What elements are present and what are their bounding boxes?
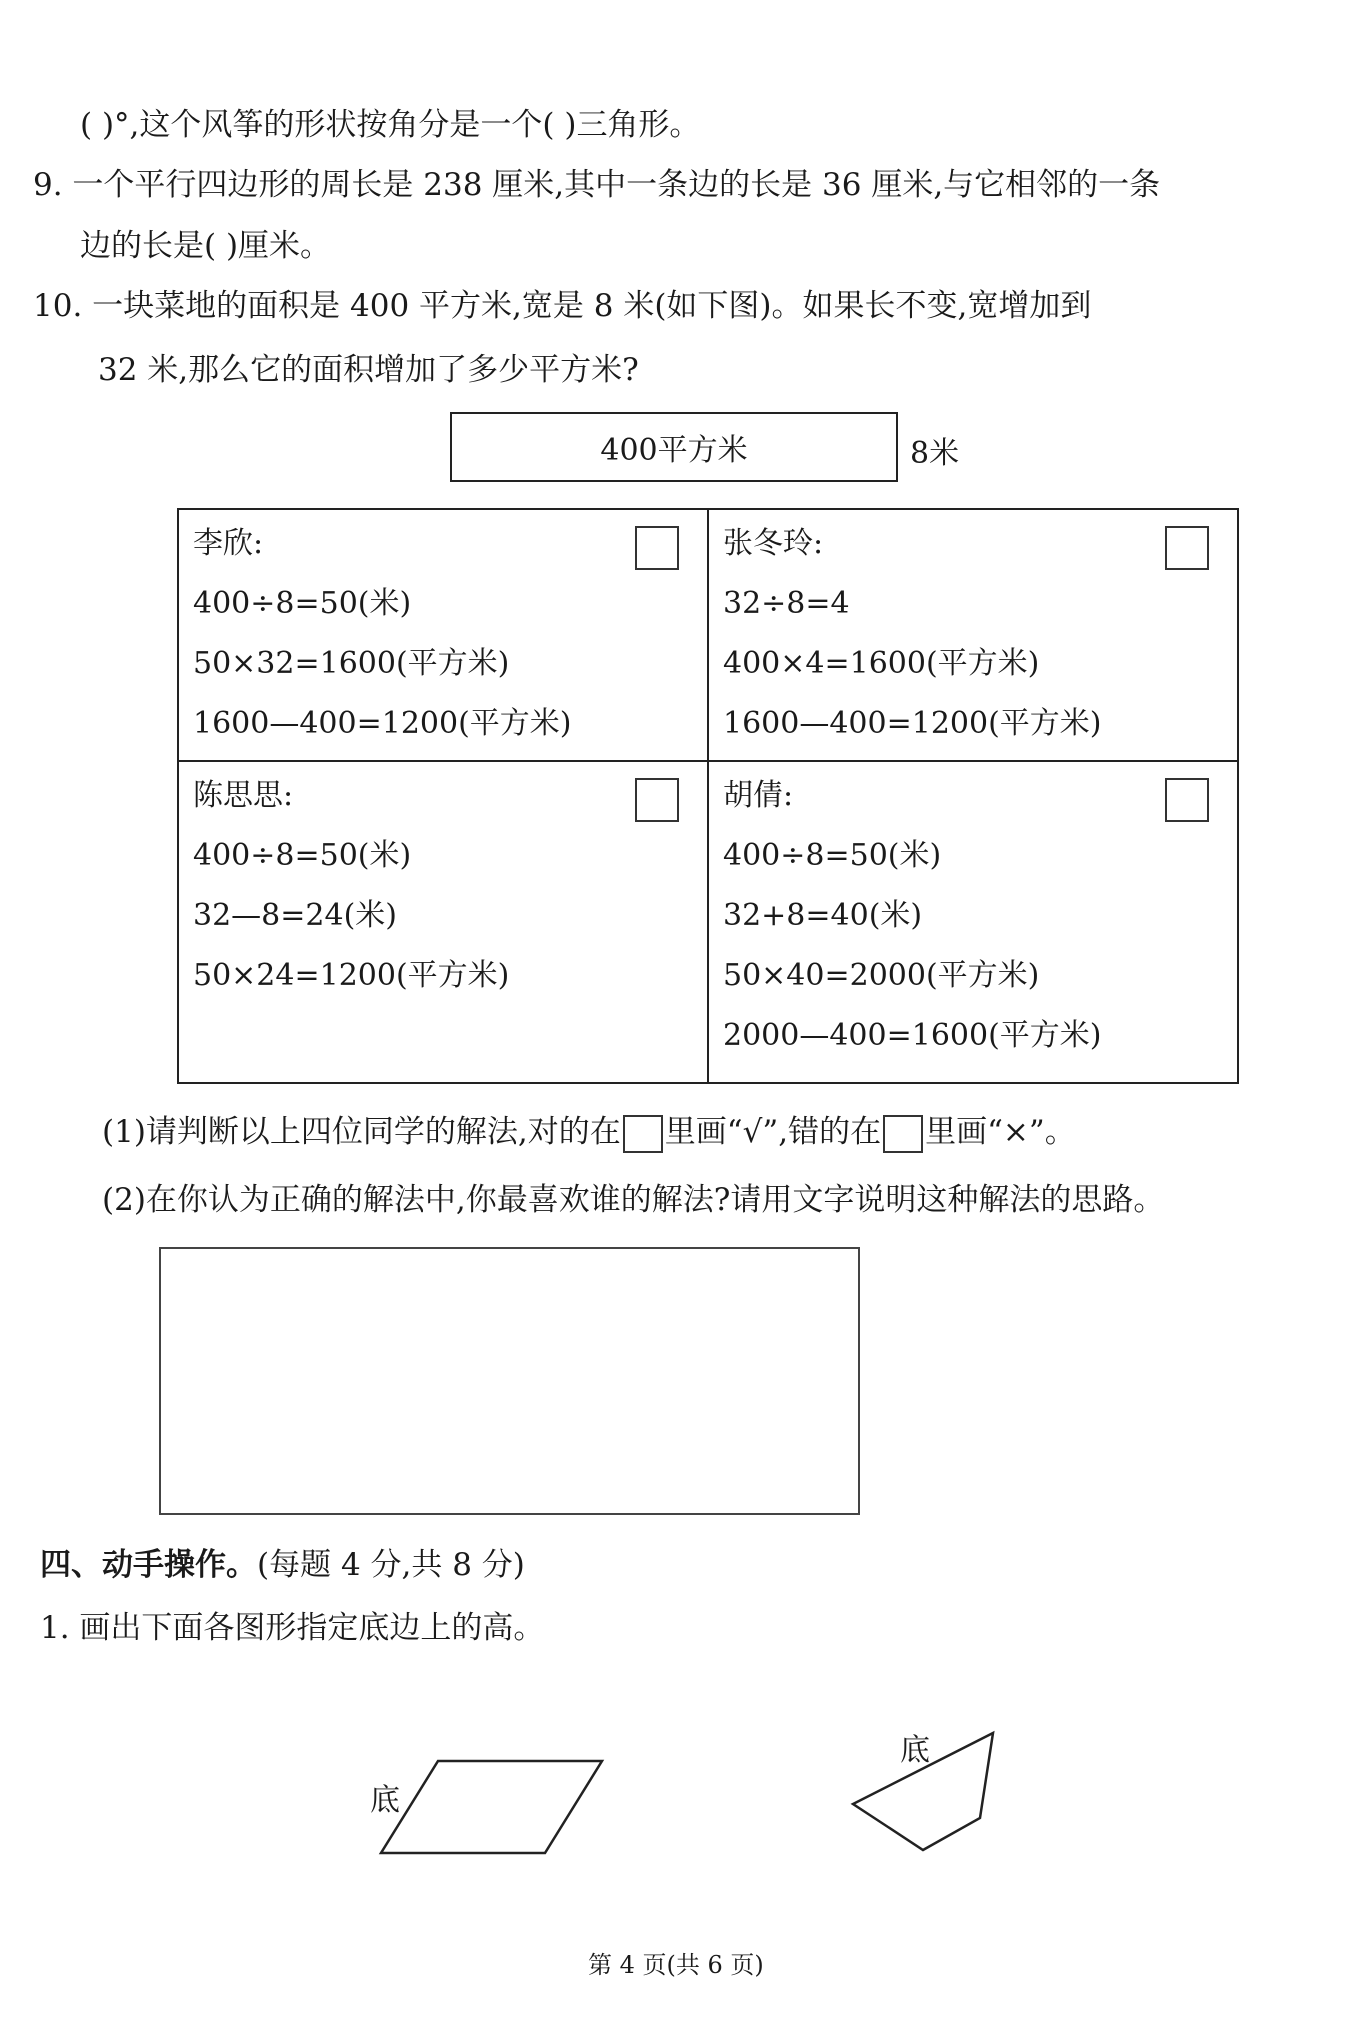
q4-1-text: 1. 画出下面各图形指定底边上的高。 bbox=[40, 1610, 545, 1646]
q9-line1: 9. 一个平行四边形的周长是 238 厘米,其中一条边的长是 36 厘米,与它相邻的一条 bbox=[33, 167, 1161, 203]
solution-step: 400÷8=50(米) bbox=[193, 586, 412, 621]
solution-step: 1600—400=1200(平方米) bbox=[193, 706, 572, 741]
sub1-text-part1: (1)请判断以上四位同学的解法,对的在 bbox=[102, 1114, 621, 1150]
section-title: 四、动手操作。 bbox=[40, 1547, 257, 1583]
solution-step: 32÷8=4 bbox=[723, 586, 850, 621]
parallelogram-base-label: 底 bbox=[370, 1783, 400, 1818]
q8-tail-text: ( )°,这个风筝的形状按角分是一个( )三角形。 bbox=[80, 107, 701, 143]
sub1-text-part2: 里画“√”,错的在 bbox=[664, 1114, 882, 1150]
solution-step: 32+8=40(米) bbox=[723, 898, 923, 933]
solution-step: 50×32=1600(平方米) bbox=[193, 646, 510, 681]
field-area-label: 400平方米 bbox=[600, 433, 748, 468]
solution-step: 1600—400=1200(平方米) bbox=[723, 706, 1102, 741]
q10-line2: 32 米,那么它的面积增加了多少平方米? bbox=[98, 352, 639, 388]
q9-line2: 边的长是( )厘米。 bbox=[80, 228, 332, 264]
solution-step: 32—8=24(米) bbox=[193, 898, 397, 933]
solver-name: 李欣: bbox=[193, 526, 264, 561]
sub1-text-part3: 里画“×”。 bbox=[925, 1114, 1076, 1150]
solution-step: 400×4=1600(平方米) bbox=[723, 646, 1040, 681]
solution-step: 50×40=2000(平方米) bbox=[723, 958, 1040, 993]
solver-name: 张冬玲: bbox=[723, 526, 824, 561]
parallelogram-shape[interactable] bbox=[381, 1761, 602, 1853]
section-score: (每题 4 分,共 8 分) bbox=[257, 1547, 525, 1583]
field-width-label: 8米 bbox=[910, 436, 960, 471]
triangle-base-label: 底 bbox=[900, 1733, 930, 1768]
page-footer: 第 4 页(共 6 页) bbox=[588, 1951, 764, 1979]
solution-step: 2000—400=1600(平方米) bbox=[723, 1018, 1102, 1053]
solution-step: 400÷8=50(米) bbox=[723, 838, 942, 873]
solver-name: 陈思思: bbox=[193, 778, 294, 813]
q10-line1: 10. 一块菜地的面积是 400 平方米,宽是 8 米(如下图)。如果长不变,宽增加到 bbox=[33, 288, 1092, 324]
solution-step: 400÷8=50(米) bbox=[193, 838, 412, 873]
solution-step: 50×24=1200(平方米) bbox=[193, 958, 510, 993]
sub-question-2: (2)在你认为正确的解法中,你最喜欢谁的解法?请用文字说明这种解法的思路。 bbox=[102, 1182, 1165, 1218]
solver-name: 胡倩: bbox=[723, 778, 794, 813]
